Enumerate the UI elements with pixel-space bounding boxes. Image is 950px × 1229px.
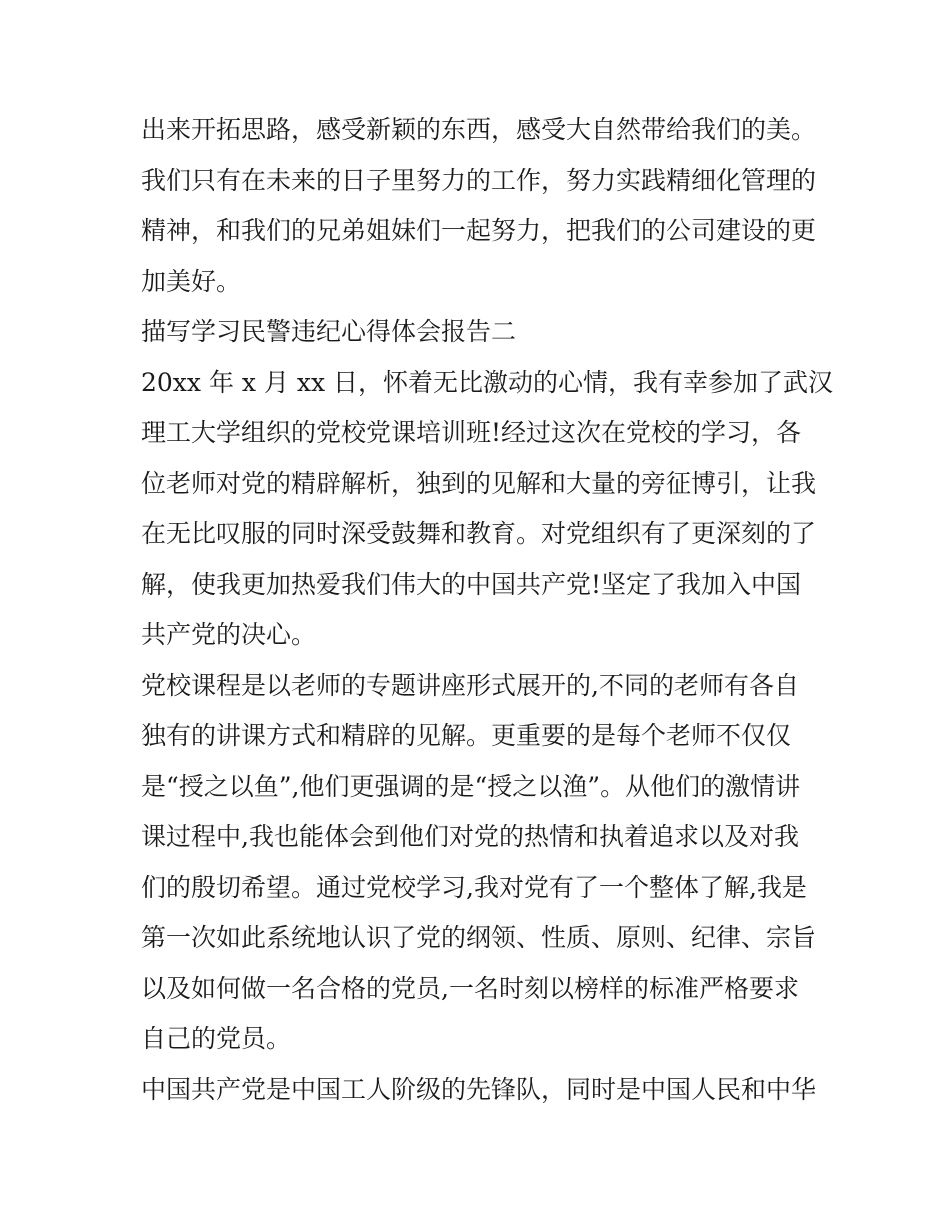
text-line: 是“授之以鱼”,他们更强调的是“授之以渔”。从他们的激情讲 [141, 771, 801, 801]
text-line: 出来开拓思路，感受新颖的东西，感受大自然带给我们的美。 [141, 115, 817, 144]
text-line: 独有的讲课方式和精辟的见解。更重要的是每个老师不仅仅 [141, 721, 792, 750]
text-line: 自己的党员。 [141, 1024, 292, 1053]
section-heading: 描写学习民警违纪心得体会报告二 [141, 317, 517, 346]
text-line: 以及如何做一名合格的党员,一名时刻以榜样的标准严格要求 [141, 973, 799, 1003]
text-line: 中国共产党是中国工人阶级的先锋队，同时是中国人民和中华 [141, 1074, 817, 1104]
text-line: 共产党的决心。 [141, 620, 317, 649]
text-line: 精神，和我们的兄弟姐妹们一起努力，把我们的公司建设的更 [141, 216, 817, 245]
text-line: 加美好。 [141, 266, 242, 296]
text-line: 位老师对党的精辟解析，独到的见解和大量的旁征博引，让我 [141, 468, 817, 498]
text-line: 20xx 年 x 月 xx 日，怀着无比激动的心情，我有幸参加了武汉 [141, 367, 834, 397]
text-line: 在无比叹服的同时深受鼓舞和教育。对党组织有了更深刻的了 [141, 519, 817, 548]
text-line: 理工大学组织的党校党课培训班!经过这次在党校的学习，各 [141, 418, 802, 447]
text-line: 党校课程是以老师的专题讲座形式展开的,不同的老师有各自 [141, 670, 799, 700]
document-body [141, 105, 834, 1115]
text-line: 们的殷切希望。通过党校学习,我对党有了一个整体了解,我是 [141, 872, 807, 902]
text-line: 课过程中,我也能体会到他们对党的热情和执着追求以及对我 [141, 822, 799, 851]
text-line: 我们只有在未来的日子里努力的工作，努力实践精细化管理的 [141, 165, 817, 195]
text-line: 解，使我更加热爱我们伟大的中国共产党!坚定了我加入中国 [141, 569, 802, 599]
text-line: 第一次如此系统地认识了党的纲领、性质、原则、纪律、宗旨 [141, 923, 817, 952]
